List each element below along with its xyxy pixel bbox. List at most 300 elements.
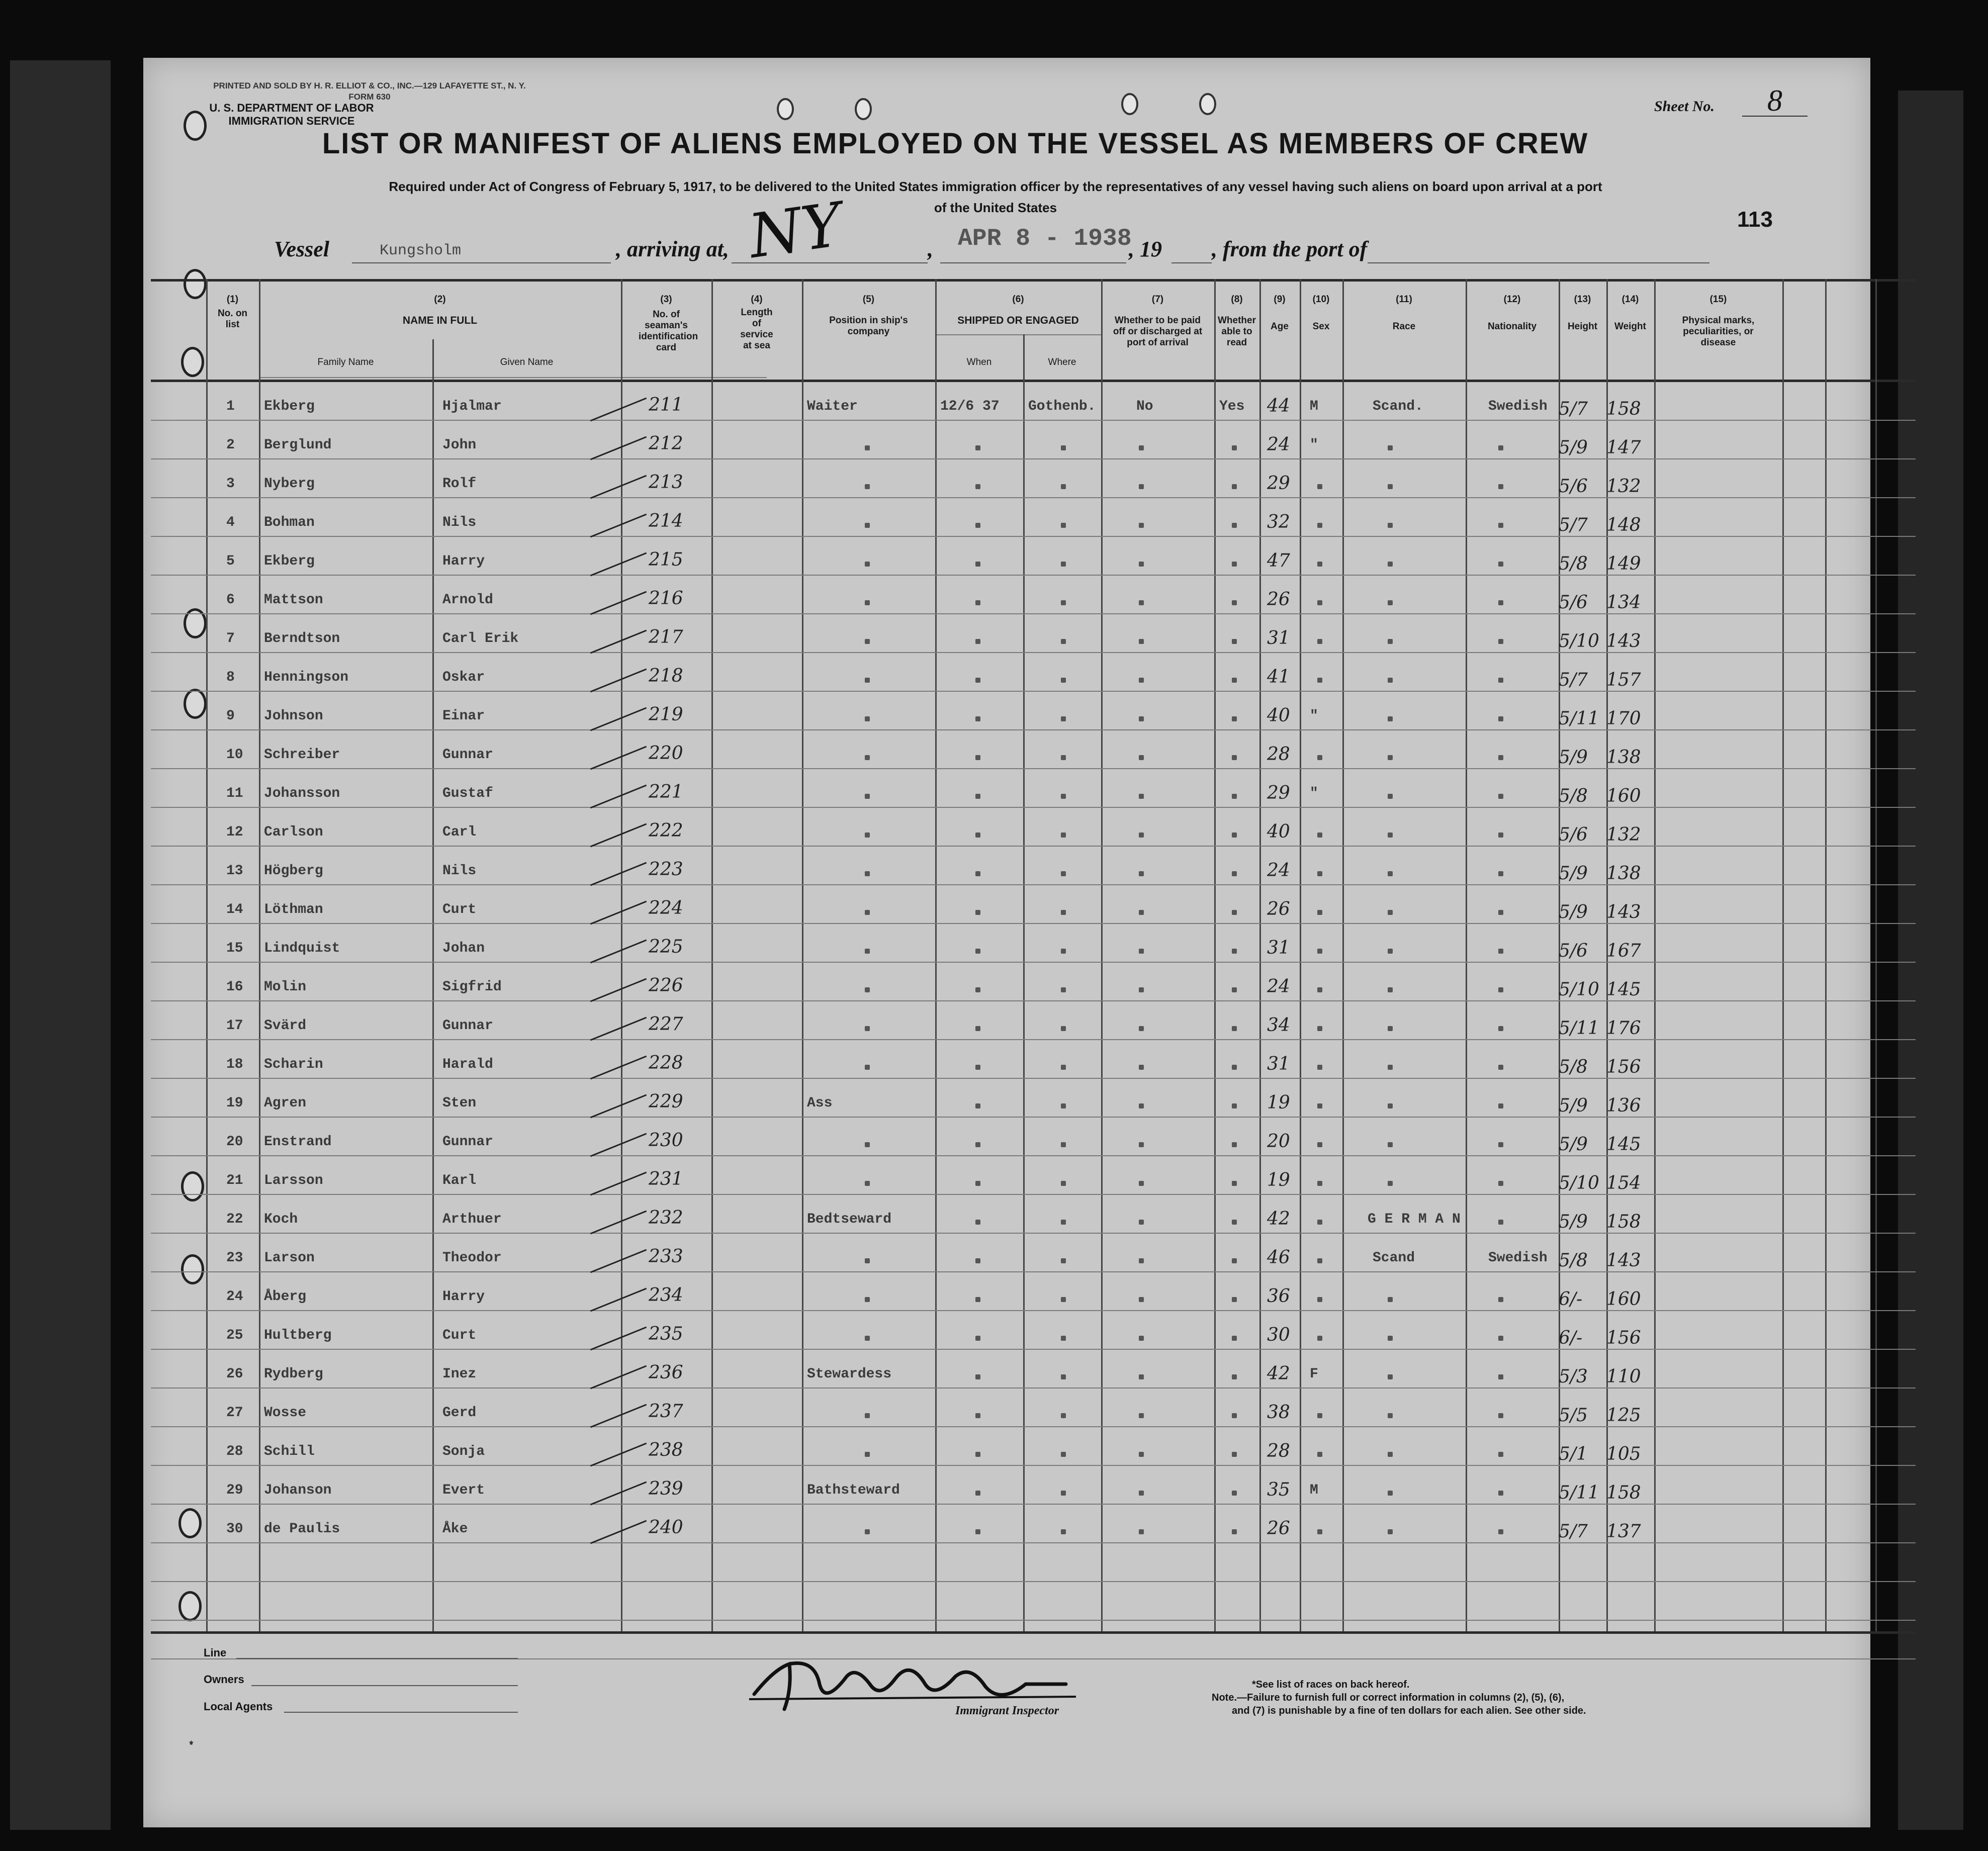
cell-card: 229 (649, 1091, 683, 1112)
ditto-mark (1061, 755, 1066, 760)
ditto-mark (1061, 949, 1066, 954)
cell-no: 6 (226, 592, 235, 608)
cell-family: Schreiber (264, 747, 340, 763)
cell-card: 214 (649, 511, 683, 531)
page-subtitle: Required under Act of Congress of February 5, 1917, to be delivered to the United States immigration officer by the representatives of any vessel having such aliens on board upon arrival at a port of the United States (389, 179, 1602, 215)
ditto-mark (1061, 1529, 1066, 1534)
col-divider (1825, 279, 1827, 1631)
cell-nationality: Swedish (1488, 1250, 1548, 1266)
cell-age: 44 (1267, 396, 1290, 416)
check-slash (590, 862, 647, 886)
ditto-mark (865, 1181, 870, 1186)
row-rule (151, 1426, 1916, 1427)
ditto-mark (975, 1529, 980, 1534)
crew-table (151, 279, 1916, 1631)
cell-card: 223 (649, 859, 683, 880)
col-divider (259, 279, 260, 1631)
row-rule (151, 1155, 1916, 1156)
cell-given: Åke (442, 1521, 468, 1537)
ditto-mark (1317, 1529, 1322, 1534)
cell-given: Johan (442, 941, 485, 956)
cell-height: 5/7 (1559, 515, 1588, 535)
cell-height: 5/5 (1559, 1405, 1588, 1426)
owners-underline (251, 1685, 518, 1686)
ditto-mark (975, 1065, 980, 1070)
cell-age: 31 (1267, 1054, 1290, 1074)
cell-card: 219 (649, 704, 683, 725)
ditto-mark (1061, 1258, 1066, 1263)
ditto-mark (1317, 1142, 1322, 1147)
ditto-mark (865, 987, 870, 992)
col-header-position: (5) Position in ship's company (829, 294, 908, 337)
cell-position: Bedtseward (807, 1212, 892, 1227)
cell-height: 5/9 (1559, 1212, 1588, 1232)
ditto-mark (1498, 562, 1503, 567)
cell-given: Rolf (442, 476, 477, 492)
ditto-mark (1317, 523, 1322, 528)
cell-no: 15 (226, 941, 243, 956)
ditto-mark (1232, 910, 1237, 915)
cell-family: de Paulis (264, 1521, 340, 1537)
cell-age: 29 (1267, 783, 1290, 803)
cell-height: 5/7 (1559, 399, 1588, 419)
page-title: LIST OR MANIFEST OF ALIENS EMPLOYED ON THE VESSEL AS MEMBERS OF CREW (322, 127, 1589, 160)
cell-card: 222 (649, 820, 683, 841)
check-slash (590, 1520, 647, 1544)
ditto-mark (1498, 1529, 1503, 1534)
ditto-mark (1232, 1297, 1237, 1302)
line-label: Line (204, 1646, 227, 1659)
col-divider (935, 279, 937, 1631)
cell-card: 233 (649, 1246, 683, 1267)
ditto-mark (865, 832, 870, 838)
cell-no: 27 (226, 1405, 243, 1421)
ditto-mark (975, 755, 980, 760)
table-top-border (151, 279, 1916, 282)
cell-nationality: Swedish (1488, 399, 1548, 414)
cell-card: 239 (649, 1478, 683, 1499)
cell-no: 30 (226, 1521, 243, 1537)
ditto-mark (1388, 1452, 1393, 1457)
header-sub-rule (259, 377, 767, 378)
cell-age: 19 (1267, 1092, 1290, 1113)
cell-given: Nils (442, 863, 477, 879)
check-slash (590, 978, 647, 1002)
ditto-mark (1061, 871, 1066, 876)
cell-given: Harry (442, 553, 485, 569)
check-slash (590, 1365, 647, 1390)
ditto-mark (1232, 755, 1237, 760)
cell-sex: " (1310, 708, 1318, 724)
cell-weight: 160 (1606, 1289, 1641, 1310)
cell-weight: 158 (1606, 399, 1641, 419)
ditto-mark (1498, 1297, 1503, 1302)
ditto-mark (1232, 1529, 1237, 1534)
check-slash (590, 630, 647, 654)
cell-family: Scharin (264, 1057, 323, 1072)
cell-height: 5/11 (1559, 708, 1599, 729)
cell-family: Löthman (264, 902, 323, 917)
cell-card: 232 (649, 1208, 683, 1228)
row-rule (151, 1310, 1916, 1311)
date-stamp: APR 8 - 1938 (958, 225, 1132, 252)
cell-height: 5/6 (1559, 592, 1588, 613)
ditto-mark (1388, 755, 1393, 760)
ditto-mark (975, 949, 980, 954)
ditto-mark (1061, 1103, 1066, 1108)
cell-height: 5/9 (1559, 863, 1588, 884)
ditto-mark (1498, 1220, 1503, 1225)
cell-card: 226 (649, 975, 683, 996)
row-rule (151, 613, 1916, 614)
cell-weight: 132 (1606, 824, 1641, 845)
cell-no: 12 (226, 824, 243, 840)
check-slash (590, 669, 647, 693)
col-header-family-name: Family Name (317, 357, 374, 367)
check-slash (590, 746, 647, 770)
ditto-mark (865, 1258, 870, 1263)
cell-age: 42 (1267, 1209, 1290, 1229)
cell-height: 5/6 (1559, 824, 1588, 845)
punch-hole (1121, 93, 1138, 115)
cell-no: 8 (226, 670, 235, 685)
col-divider (1466, 279, 1467, 1631)
cell-weight: 125 (1606, 1405, 1641, 1426)
cell-weight: 143 (1606, 1250, 1641, 1271)
ditto-mark (1498, 949, 1503, 954)
ditto-mark (1139, 755, 1144, 760)
ditto-mark (1232, 600, 1237, 605)
ditto-mark (1061, 678, 1066, 683)
col-header-nationality: (12) Nationality (1487, 294, 1537, 332)
cell-given: Curt (442, 1328, 477, 1343)
cell-card: 230 (649, 1130, 683, 1151)
ditto-mark (1139, 1258, 1144, 1263)
ditto-mark (1388, 1336, 1393, 1341)
cell-sex: M (1310, 1483, 1318, 1498)
ditto-mark (975, 484, 980, 489)
ditto-mark (1388, 910, 1393, 915)
cell-given: Nils (442, 515, 477, 530)
cell-weight: 158 (1606, 1483, 1641, 1503)
cell-card: 215 (649, 549, 683, 570)
cell-given: Gunnar (442, 1134, 493, 1150)
cell-weight: 160 (1606, 786, 1641, 806)
cell-age: 30 (1267, 1325, 1290, 1345)
ditto-mark (1388, 1491, 1393, 1496)
check-slash (590, 475, 647, 499)
cell-no: 18 (226, 1057, 243, 1072)
col-header-service: (4) Length of service at sea (740, 294, 773, 351)
cell-family: Hultberg (264, 1328, 332, 1343)
cell-age: 31 (1267, 938, 1290, 958)
cell-no: 2 (226, 437, 235, 453)
row-rule (151, 1387, 1916, 1389)
cell-given: Hjalmar (442, 399, 502, 414)
cell-card: 236 (649, 1362, 683, 1383)
cell-age: 34 (1267, 1015, 1290, 1036)
ditto-mark (865, 678, 870, 683)
col-header-given-name: Given Name (500, 357, 554, 367)
cell-given: Sonja (442, 1444, 485, 1459)
cell-height: 5/10 (1559, 631, 1599, 652)
ditto-mark (1388, 794, 1393, 799)
ditto-mark (1317, 678, 1322, 683)
ditto-mark (865, 1336, 870, 1341)
cell-age: 36 (1267, 1286, 1290, 1307)
check-slash (590, 707, 647, 731)
ditto-mark (1498, 1374, 1503, 1379)
ditto-mark (865, 445, 870, 450)
cell-weight: 110 (1606, 1366, 1641, 1387)
cell-family: Svärd (264, 1018, 307, 1034)
cell-height: 6/- (1559, 1289, 1583, 1310)
ditto-mark (865, 1413, 870, 1418)
ditto-mark (1139, 1297, 1144, 1302)
ditto-mark (1317, 639, 1322, 644)
check-slash (590, 1327, 647, 1351)
cell-weight: 145 (1606, 979, 1641, 1000)
ditto-mark (1232, 1452, 1237, 1457)
ditto-mark (1388, 1181, 1393, 1186)
cell-age: 41 (1267, 667, 1290, 687)
ditto-mark (1139, 562, 1144, 567)
cell-card: 227 (649, 1014, 683, 1035)
ditto-mark (1317, 832, 1322, 838)
cell-no: 23 (226, 1250, 243, 1266)
ditto-mark (1388, 871, 1393, 876)
ditto-mark (1498, 910, 1503, 915)
ditto-mark (1061, 1452, 1066, 1457)
penalty-note-line1: Note.—Failure to furnish full or correct information in columns (2), (5), (6), (1212, 1692, 1565, 1703)
ditto-mark (1061, 1220, 1066, 1225)
cell-no: 1 (226, 399, 235, 414)
ditto-mark (1139, 1065, 1144, 1070)
ditto-mark (1061, 1026, 1066, 1031)
ditto-mark (1061, 445, 1066, 450)
col-header-paid-off: (7) Whether to be paid off or discharged at port of arrival (1113, 294, 1203, 348)
cell-height: 5/9 (1559, 902, 1588, 922)
row-rule (151, 884, 1916, 885)
cell-given: Gunnar (442, 1018, 493, 1034)
col-header-name: (2) NAME IN FULL (402, 294, 478, 326)
ditto-mark (865, 794, 870, 799)
cell-no: 14 (226, 902, 243, 917)
ditto-mark (1061, 562, 1066, 567)
ditto-mark (1498, 1413, 1503, 1418)
ditto-mark (1388, 639, 1393, 644)
cell-age: 26 (1267, 1518, 1290, 1539)
ditto-mark (1388, 1374, 1393, 1379)
ditto-mark (1317, 1413, 1322, 1418)
ditto-mark (1388, 987, 1393, 992)
cell-weight: 136 (1606, 1095, 1641, 1116)
ditto-mark (975, 794, 980, 799)
cell-given: Gerd (442, 1405, 477, 1421)
cell-given: Gunnar (442, 747, 493, 763)
ditto-mark (1317, 1065, 1322, 1070)
check-slash (590, 1056, 647, 1080)
ditto-mark (975, 832, 980, 838)
ditto-mark (1061, 639, 1066, 644)
cell-given: Sten (442, 1095, 477, 1111)
cell-family: Larsson (264, 1173, 323, 1188)
cell-given: Carl (442, 824, 477, 840)
ditto-mark (975, 1491, 980, 1496)
ditto-mark (975, 1142, 980, 1147)
ditto-mark (1317, 1452, 1322, 1457)
owners-label: Owners (204, 1673, 244, 1686)
ditto-mark (1317, 1297, 1322, 1302)
ditto-mark (1061, 987, 1066, 992)
cell-given: Harald (442, 1057, 493, 1072)
ditto-mark (1061, 484, 1066, 489)
ditto-mark (1498, 445, 1503, 450)
ditto-mark (1232, 1413, 1237, 1418)
cell-age: 31 (1267, 628, 1290, 649)
cell-weight: 148 (1606, 515, 1641, 535)
cell-no: 11 (226, 786, 243, 801)
cell-no: 4 (226, 515, 235, 530)
row-rule (151, 1000, 1916, 1001)
ditto-mark (1388, 1297, 1393, 1302)
cell-no: 21 (226, 1173, 243, 1188)
ditto-mark (1388, 1065, 1393, 1070)
cell-height: 5/6 (1559, 941, 1588, 961)
cell-weight: 105 (1606, 1444, 1641, 1464)
cell-family: Högberg (264, 863, 323, 879)
cell-weight: 170 (1606, 708, 1641, 729)
cell-no: 28 (226, 1444, 243, 1459)
cell-age: 28 (1267, 744, 1290, 765)
cell-age: 19 (1267, 1170, 1290, 1190)
cell-card: 234 (649, 1285, 683, 1306)
cell-weight: 156 (1606, 1328, 1641, 1348)
ditto-mark (1232, 1065, 1237, 1070)
cell-read: Yes (1219, 399, 1245, 414)
ditto-mark (1232, 1258, 1237, 1263)
ditto-mark (975, 445, 980, 450)
ditto-mark (1317, 1103, 1322, 1108)
cell-no: 25 (226, 1328, 243, 1343)
ditto-mark (1139, 1374, 1144, 1379)
ditto-mark (1317, 484, 1322, 489)
cell-no: 26 (226, 1366, 243, 1382)
row-rule (151, 420, 1916, 421)
ditto-mark (1139, 1181, 1144, 1186)
cell-family: Åberg (264, 1289, 307, 1305)
row-rule (151, 1271, 1916, 1272)
ditto-mark (975, 987, 980, 992)
col-header-weight: (14) Weight (1614, 294, 1646, 332)
ditto-mark (1232, 1336, 1237, 1341)
row-rule (151, 1233, 1916, 1234)
ditto-mark (1232, 1491, 1237, 1496)
ditto-mark (1232, 716, 1237, 721)
ditto-mark (865, 523, 870, 528)
ditto-mark (1498, 1142, 1503, 1147)
ditto-mark (1139, 523, 1144, 528)
cell-family: Johansson (264, 786, 340, 801)
cell-no: 22 (226, 1212, 243, 1227)
ditto-mark (1061, 832, 1066, 838)
punch-hole (1199, 93, 1216, 115)
row-rule (151, 652, 1916, 653)
ditto-mark (865, 1142, 870, 1147)
cell-weight: 176 (1606, 1018, 1641, 1039)
ditto-mark (1498, 1103, 1503, 1108)
row-rule (151, 575, 1916, 576)
cell-given: Harry (442, 1289, 485, 1305)
ditto-mark (1317, 755, 1322, 760)
cell-weight: 157 (1606, 670, 1641, 690)
ditto-mark (1061, 1413, 1066, 1418)
date-underline (940, 262, 1126, 263)
cell-age: 20 (1267, 1131, 1290, 1152)
cell-weight: 143 (1606, 902, 1641, 922)
cell-card: 231 (649, 1169, 683, 1189)
ditto-mark (1232, 678, 1237, 683)
ditto-mark (865, 600, 870, 605)
cell-family: Johanson (264, 1483, 332, 1498)
ditto-mark (1388, 523, 1393, 528)
vessel-label: Vessel (274, 237, 329, 261)
cell-weight: 156 (1606, 1057, 1641, 1077)
ditto-mark (1139, 1529, 1144, 1534)
col-header-race: (11) Race (1392, 294, 1416, 332)
ditto-mark (1061, 1142, 1066, 1147)
ditto-mark (1317, 562, 1322, 567)
from-port-underline (1368, 262, 1709, 263)
row-rule (151, 807, 1916, 808)
cell-given: Einar (442, 708, 485, 724)
ditto-mark (1317, 1336, 1322, 1341)
cell-position: Stewardess (807, 1366, 892, 1382)
cell-weight: 154 (1606, 1173, 1641, 1193)
col-divider (1214, 279, 1216, 1631)
row-rule (151, 1078, 1916, 1079)
check-slash (590, 1288, 647, 1312)
cell-given: Evert (442, 1483, 485, 1498)
cell-card: 217 (649, 627, 683, 647)
cell-card: 237 (649, 1401, 683, 1422)
ditto-mark (1498, 1336, 1503, 1341)
ditto-mark (975, 910, 980, 915)
ditto-mark (975, 678, 980, 683)
ditto-mark (1139, 1491, 1144, 1496)
check-slash (590, 514, 647, 538)
ditto-mark (975, 562, 980, 567)
cell-no: 3 (226, 476, 235, 492)
col-header-where: Where (1048, 357, 1076, 367)
cell-age: 38 (1267, 1402, 1290, 1423)
cell-height: 5/6 (1559, 476, 1588, 497)
ditto-mark (1317, 871, 1322, 876)
ditto-mark (975, 1336, 980, 1341)
ditto-mark (1388, 949, 1393, 954)
ditto-mark (975, 1258, 980, 1263)
ditto-mark (1498, 1026, 1503, 1031)
col-header-height: (13) Height (1567, 294, 1598, 332)
ditto-mark (865, 1529, 870, 1534)
cell-age: 40 (1267, 821, 1290, 842)
cell-no: 17 (226, 1018, 243, 1034)
col-divider (432, 339, 434, 1631)
cell-family: Johnson (264, 708, 323, 724)
ditto-mark (1232, 871, 1237, 876)
ditto-mark (975, 1374, 980, 1379)
cell-family: Mattson (264, 592, 323, 608)
